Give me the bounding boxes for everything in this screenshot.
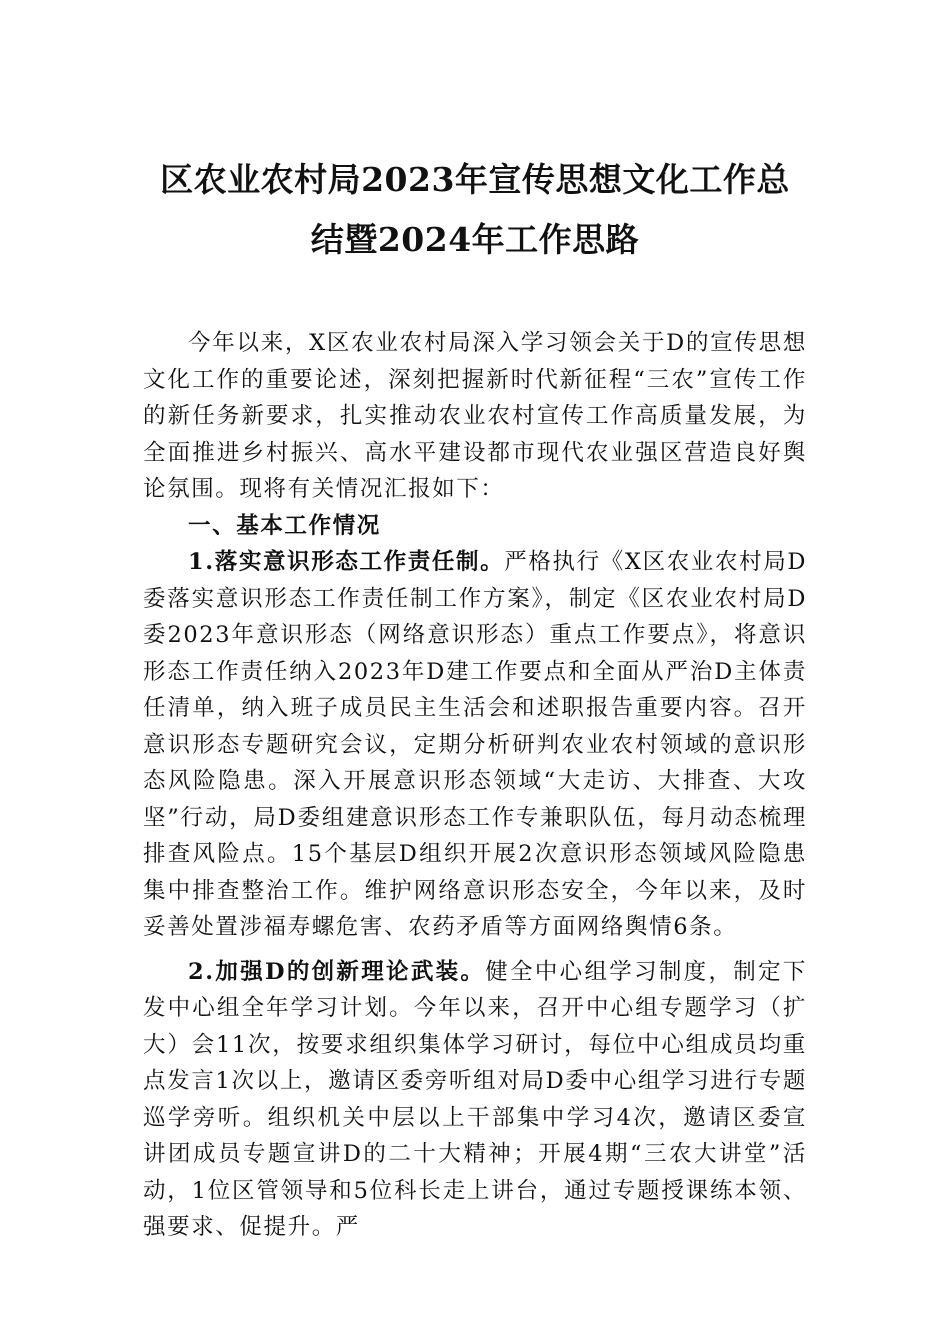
item-1-lead: 1.落实意识形态工作责任制。 bbox=[188, 549, 505, 575]
item-1-paragraph bbox=[143, 544, 807, 946]
item-2-text: 健全中心组学习制度，制定下发中心组全年学习计划。今年以来，召开中心组专题学习（扩大）会11次，按要求组织集体学习研讨，每位中心组成员均重点发言1次以上，邀请区委旁听组对局D委中心组学习进行专题巡学旁听。组织机关中层以上干部集中学习4次，邀请区委宣讲团成员专题宣讲D的二十大精神；开展4期“三农大讲堂”活动，1位区管领导和5位科长走上讲台，通过专题授课练本领、强要求、促提升。严 bbox=[143, 958, 807, 1240]
document-title bbox=[120, 150, 830, 270]
title-line-2: 结暨2024年工作思路 bbox=[310, 220, 640, 259]
intro-paragraph: 今年以来，X区农业农村局深入学习领会关于D的宣传思想文化工作的重要论述，深刻把握新时代新征程“三农”宣传工作的新任务新要求，扎实推动农业农村宣传工作高质量发展，为全面推进乡村振兴、高水平建设都市现代农业强区营造良好舆论氛围。现将有关情况汇报如下： bbox=[143, 330, 807, 502]
section-heading-basic-work: 一、基本工作情况 bbox=[188, 512, 381, 539]
item-2-paragraph bbox=[143, 954, 807, 1246]
item-2-lead: 2.加强D的创新理论武装。 bbox=[188, 958, 486, 985]
title-line-1: 区农业农村局2023年宣传思想文化工作总 bbox=[160, 160, 790, 199]
document-body bbox=[143, 325, 807, 1246]
item-1-text: 严格执行《X区农业农村局D委落实意识形态工作责任制工作方案》，制定《区农业农村局D委2023年意识形态（网络意识形态）重点工作要点》，将意识形态工作责任纳入2023年D建工作要点和全面从严治D主体责任清单，纳入班子成员民主生活会和述职报告重要内容。召开意识形态专题研究会议，定期分析研判农业农村领域的意识形态风险隐患。深入开展意识形态领域“大走访、大排查、大攻坚”行动，局D委组建意识形态工作专兼职队伍，每月动态梳理排查风险点。15个基层D组织开展2次意识形态领域风险隐患集中排查整治工作。维护网络意识形态安全，今年以来，及时妥善处置涉福寿螺危害、农药矛盾等方面网络舆情6条。 bbox=[143, 549, 807, 940]
